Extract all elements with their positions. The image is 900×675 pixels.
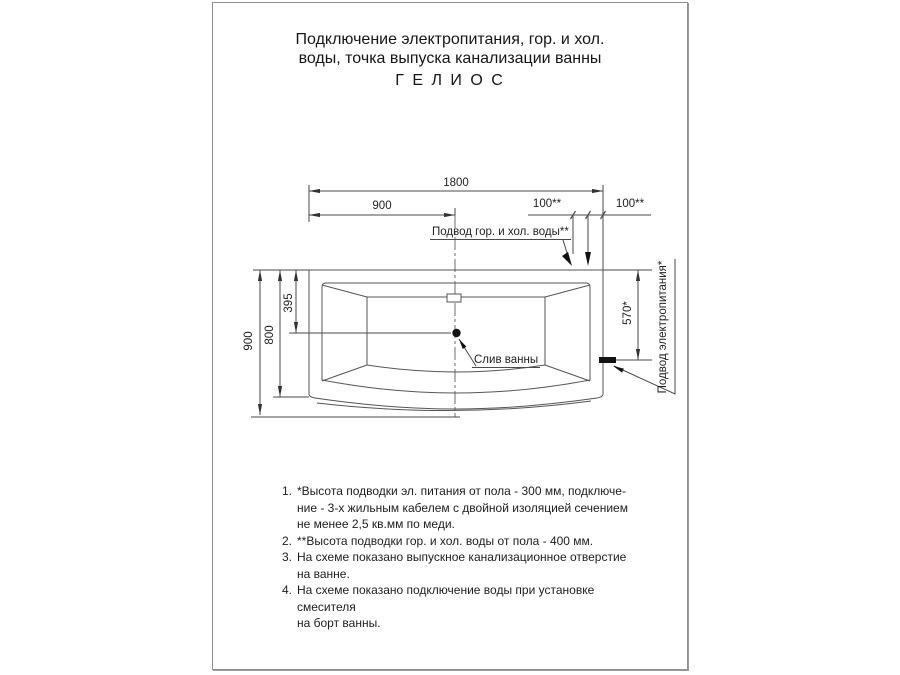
note-3-line-2: на ванне.	[297, 566, 350, 581]
title-model-name: Г Е Л И О С	[395, 72, 505, 89]
drain-point	[452, 329, 460, 337]
dim-power-height: 570*	[622, 301, 634, 325]
dim-overall-depth: 900	[243, 331, 255, 351]
note-1-number: 1.	[282, 484, 293, 498]
drain-leader-arrow	[459, 339, 466, 349]
note-2-number: 2.	[282, 533, 293, 548]
note-3-line-1: На схеме показано выпускное канализационное отверстие	[297, 550, 627, 564]
note-2	[282, 533, 644, 550]
dim-half-width: 900	[372, 200, 392, 212]
note-4-line-2: на борт ванны.	[297, 616, 381, 630]
tub-outer-shell	[309, 270, 603, 409]
bathtub-outline	[309, 270, 603, 411]
note-4	[282, 582, 644, 632]
dim-water-offset-right: 100**	[615, 198, 645, 210]
note-2-line-1: **Высота подводки гор. и хол. воды от пола - 400 мм.	[297, 533, 594, 548]
water-supply-label: Подвод гор. и хол. воды**	[432, 226, 569, 238]
note-3-number: 3.	[282, 550, 293, 564]
note-1	[282, 483, 644, 533]
dimension-lines	[251, 185, 675, 417]
power-connection-point	[599, 357, 616, 363]
overflow-slot	[447, 294, 461, 302]
note-4-number: 4.	[282, 583, 293, 597]
power-supply-label: Подвод электропитания*	[657, 260, 669, 394]
title-line-2: воды, точка выпуска канализации ванны	[298, 49, 602, 67]
notes-list	[282, 483, 644, 632]
note-1-line-3: не менее 2,5 кв.мм по меди.	[297, 517, 455, 531]
note-1-line-1: *Высота подводки эл. питания от пола - 300 мм, подключе-	[297, 484, 626, 498]
drain-label: Слив ванны	[474, 354, 539, 366]
note-1-line-2: ние - 3-х жильным кабелем с двойной изоляцией сечением	[297, 500, 628, 515]
note-3	[282, 549, 644, 582]
dim-overall-width: 1800	[443, 177, 469, 189]
water-arrow-right	[585, 252, 591, 266]
note-4-line-1: На схеме показано подключение воды при установке смесителя	[297, 583, 595, 614]
title-line-1: Подключение электропитания, гор. и хол.	[295, 31, 605, 48]
water-arrow-left	[562, 252, 572, 266]
dim-water-offset-left: 100**	[532, 198, 562, 210]
power-leader-arrow	[613, 366, 624, 373]
dim-depth-800: 800	[264, 325, 276, 345]
dim-drain-offset: 395	[283, 293, 295, 313]
